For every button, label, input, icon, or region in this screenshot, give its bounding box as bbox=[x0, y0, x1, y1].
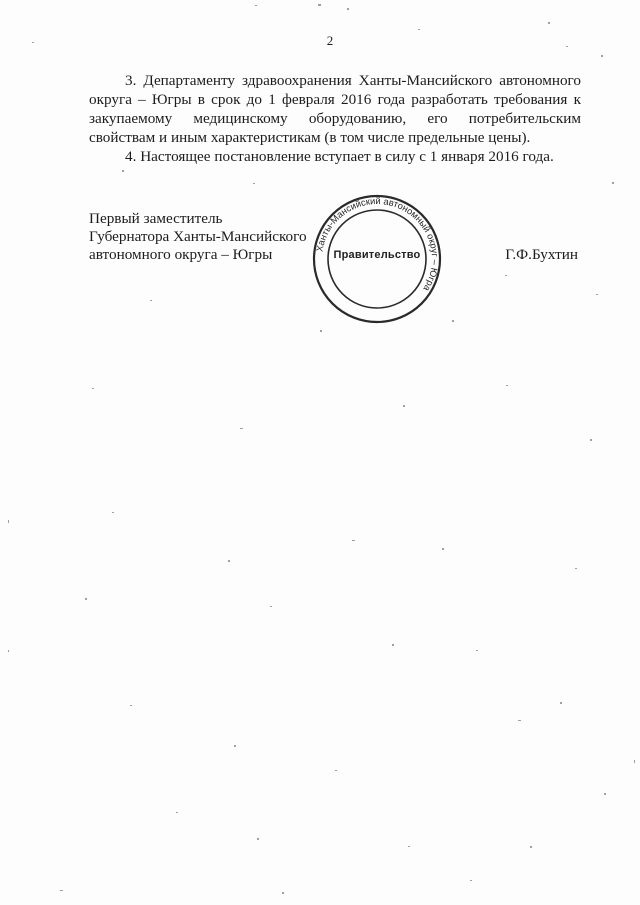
signer-title-line-1: Первый заместитель bbox=[89, 210, 223, 227]
paragraph-4: 4. Настоящее постановление вступает в силу с 1 января 2016 года. bbox=[125, 148, 554, 165]
signature-block bbox=[89, 210, 319, 264]
signer-name: Г.Ф.Бухтин bbox=[505, 246, 578, 263]
signer-title-line-3: автономного округа – Югры bbox=[89, 246, 273, 263]
official-seal bbox=[311, 193, 443, 325]
paragraph-3: 3. Департаменту здравоохранения Ханты-Мансийского автономного округа – Югры в срок до 1 февраля 2016 года разработать требования к закупаемому медицинскому оборудованию, его потребительским свойствам и иным характеристикам (в том числе предельные цены). bbox=[89, 72, 581, 146]
seal-center-text: Правительство bbox=[333, 249, 421, 261]
document-body bbox=[89, 71, 581, 166]
page-number: 2 bbox=[326, 33, 334, 48]
seal-ring-text: Ханты-Мансийский автономный округ – Югра bbox=[314, 195, 441, 293]
signer-title-line-2: Губернатора Ханты-Мансийского bbox=[89, 228, 307, 245]
